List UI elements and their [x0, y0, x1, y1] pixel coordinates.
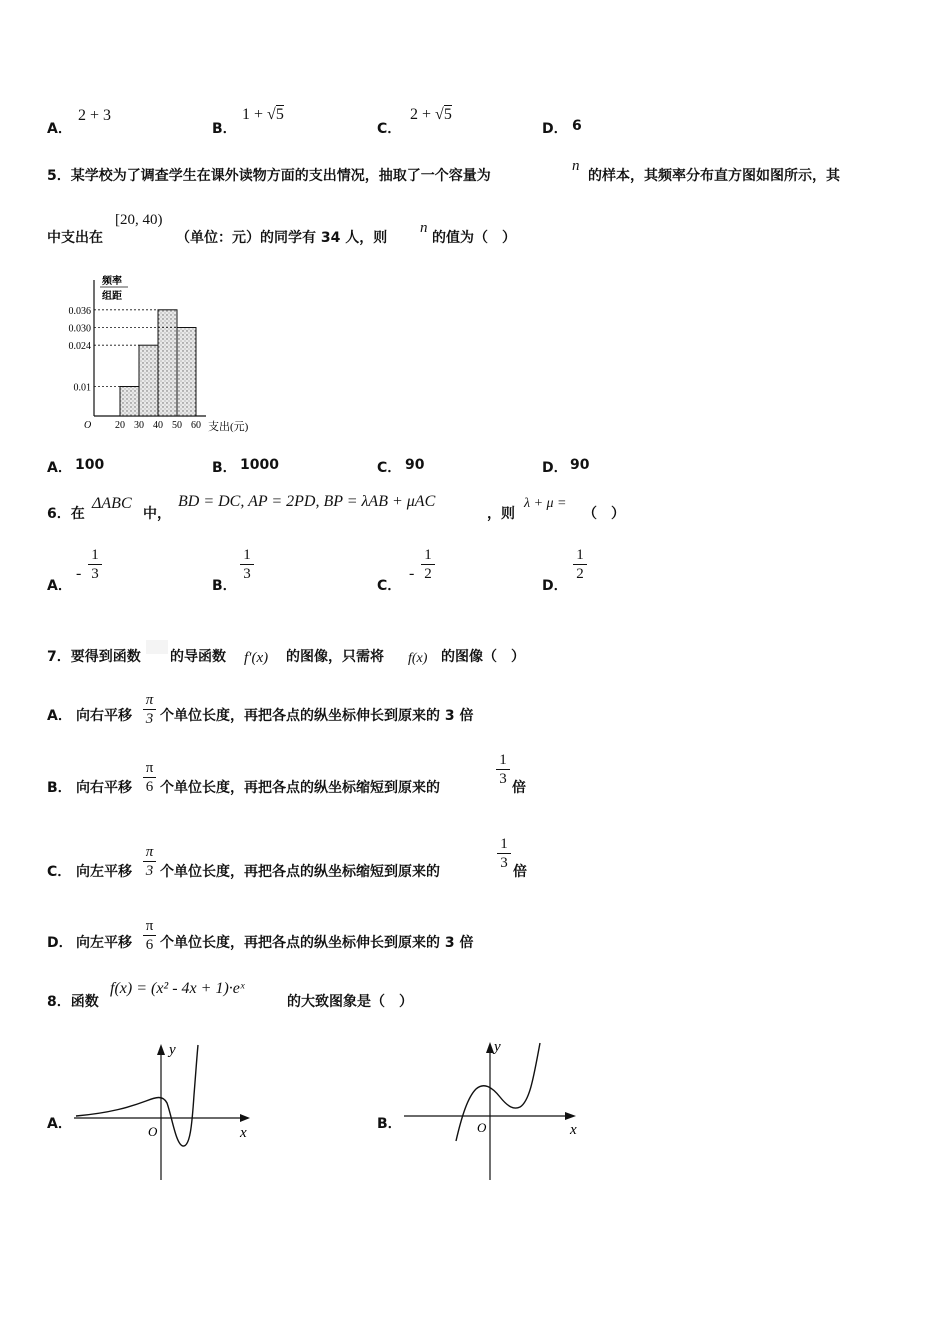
q5-stem-line1-a: 5．某学校为了调查学生在课外读物方面的支出情况，抽取了一个容量为 — [47, 168, 491, 184]
q7-option-b-fraction: π 6 — [143, 760, 156, 795]
q7-option-b-tail: 倍 — [512, 780, 526, 796]
q6-option-c-label[interactable]: C． — [377, 578, 402, 594]
q6-paren: （ ） — [583, 506, 625, 522]
histogram-bar — [158, 310, 177, 416]
q8-graph-b — [400, 1035, 590, 1185]
y-axis-arrow-icon — [486, 1042, 494, 1053]
q7-option-c-label[interactable]: C． — [47, 864, 72, 880]
q4-option-b-math: 1 + √5 — [242, 106, 284, 123]
graph-b-curve — [456, 1043, 540, 1141]
y-axis-label-top: 频率 — [102, 276, 122, 287]
q7-option-a-post: 个单位长度，再把各点的纵坐标伸长到原来的 3 倍 — [160, 708, 474, 724]
q6-option-b-fraction: 1 3 — [240, 547, 254, 582]
y-tick-label: 0.030 — [68, 323, 91, 335]
q7-option-c-pre: 向左平移 — [76, 864, 132, 880]
q5-option-d-label[interactable]: D． — [542, 460, 568, 476]
q7-option-b-tail-fraction: 1 3 — [496, 752, 510, 787]
x-axis-arrow-icon — [565, 1112, 576, 1120]
histogram-bar — [139, 345, 158, 416]
q7-option-a-label[interactable]: A． — [47, 708, 72, 724]
x-tick-label: 60 — [191, 420, 201, 431]
graph-a-curve — [76, 1045, 198, 1146]
q6-triangle: ΔABC — [92, 495, 132, 512]
q4-option-c-label[interactable]: C． — [377, 121, 402, 137]
q7-option-a-fraction: π 3 — [143, 692, 156, 727]
q8-stem-b: 的大致图象是（ ） — [287, 994, 413, 1010]
q6-option-c-fraction: 1 2 — [421, 547, 435, 582]
q7-option-d-post: 个单位长度，再把各点的纵坐标伸长到原来的 3 倍 — [160, 935, 474, 951]
origin-label: O — [148, 1124, 158, 1139]
q6-option-d-label[interactable]: D． — [542, 578, 568, 594]
q8-option-b-label[interactable]: B． — [377, 1116, 402, 1132]
q6-option-a-label[interactable]: A． — [47, 578, 72, 594]
q4-option-c-math: 2 + √5 — [410, 106, 452, 123]
q4-option-d-label[interactable]: D． — [542, 121, 568, 137]
q6-option-d-fraction: 1 2 — [573, 547, 587, 582]
q7-option-d-label[interactable]: D． — [47, 935, 73, 951]
q7-stem-c: 的图像，只需将 — [286, 649, 384, 665]
q4-option-a-math: 2 + 3 — [78, 107, 112, 124]
q7-option-a-pre: 向右平移 — [76, 708, 132, 724]
q7-option-b-pre: 向右平移 — [76, 780, 132, 796]
q7-option-c-post: 个单位长度，再把各点的纵坐标缩短到原来的 — [160, 864, 440, 880]
q5-stem-line2-c: 的值为（ ） — [432, 230, 516, 246]
q5-stem-line2-b: （单位：元）的同学有 34 人，则 — [176, 230, 388, 246]
q5-interval: [20, 40) — [115, 212, 163, 228]
q7-option-b-label[interactable]: B． — [47, 780, 72, 796]
q5-option-a-label[interactable]: A． — [47, 460, 72, 476]
x-tick-label: 40 — [153, 420, 163, 431]
q6-option-a-fraction: 1 3 — [88, 547, 102, 582]
y-tick-label: 0.036 — [68, 305, 91, 317]
q6-expression: λ + μ = — [524, 496, 567, 511]
q4-option-b-label[interactable]: B． — [212, 121, 237, 137]
histogram-bar — [177, 328, 196, 417]
q4-option-a-label[interactable]: A． — [47, 121, 72, 137]
y-axis-label: y — [494, 1039, 501, 1055]
y-tick-label: 0.024 — [68, 341, 91, 353]
histogram-bar — [120, 387, 139, 417]
q6-prefix: 6．在 — [47, 506, 85, 522]
q6-option-b-label[interactable]: B． — [212, 578, 237, 594]
frequency-histogram — [58, 270, 258, 435]
q7-stem-a: 7．要得到函数 — [47, 649, 141, 665]
q6-mid: 中， — [143, 506, 171, 522]
q7-option-d-pre: 向左平移 — [76, 935, 132, 951]
q5-option-c-value: 90 — [405, 457, 425, 473]
q5-option-d-value: 90 — [570, 457, 590, 473]
y-axis-label-bottom: 组距 — [102, 291, 122, 302]
q7-fprime: f′(x) — [244, 650, 269, 666]
q5-option-b-label[interactable]: B． — [212, 460, 237, 476]
q6-option-c-sign: - — [409, 565, 415, 582]
q4-option-d-value: 6 — [572, 118, 582, 134]
sqrt-sign-icon: √ — [267, 106, 276, 123]
x-axis-label: x — [570, 1122, 577, 1138]
q5-var-n-2: n — [420, 220, 428, 236]
x-axis-arrow-icon — [240, 1114, 250, 1122]
x-tick-label: 50 — [172, 420, 182, 431]
x-tick-label: 30 — [134, 420, 144, 431]
q5-option-b-value: 1000 — [240, 457, 279, 473]
origin-label: O — [84, 420, 92, 431]
q6-option-a-sign: - — [76, 565, 82, 582]
y-axis-arrow-icon — [157, 1044, 165, 1055]
x-tick-label: 20 — [115, 420, 125, 431]
sqrt-sign-icon: √ — [435, 106, 444, 123]
q7-option-c-tail: 倍 — [513, 864, 527, 880]
q5-option-a-value: 100 — [75, 457, 105, 473]
y-tick-label: 0.01 — [73, 382, 91, 394]
q7-option-d-fraction: π 6 — [143, 918, 156, 953]
q7-fx: f(x) — [408, 651, 428, 666]
q8-option-a-label[interactable]: A． — [47, 1116, 72, 1132]
q8-stem-a: 8．函数 — [47, 994, 99, 1010]
q7-option-c-fraction: π 3 — [143, 844, 156, 879]
q7-stem-b: 的导函数 — [170, 649, 226, 665]
q7-option-c-tail-fraction: 1 3 — [497, 836, 511, 871]
y-axis-label: y — [169, 1042, 176, 1058]
q7-option-b-post: 个单位长度，再把各点的纵坐标缩短到原来的 — [160, 780, 440, 796]
x-axis-label: 支出(元) — [208, 421, 249, 433]
q6-then: ，则 — [487, 506, 515, 522]
q8-graph-a — [70, 1035, 260, 1185]
q8-function: f(x) = (x² - 4x + 1)·eˣ — [110, 980, 245, 997]
q5-stem-line1-b: 的样本，其频率分布直方图如图所示，其 — [588, 168, 840, 184]
q7-stem-d: 的图像（ ） — [441, 649, 525, 665]
q5-stem-line2-a: 中支出在 — [47, 230, 103, 246]
x-axis-label: x — [240, 1125, 247, 1141]
origin-label: O — [477, 1120, 487, 1135]
q6-condition: BD = DC, AP = 2PD, BP = λAB + μAC — [178, 493, 436, 510]
q7-function-image-placeholder — [146, 640, 168, 654]
q5-var-n: n — [572, 158, 580, 174]
q5-option-c-label[interactable]: C． — [377, 460, 402, 476]
